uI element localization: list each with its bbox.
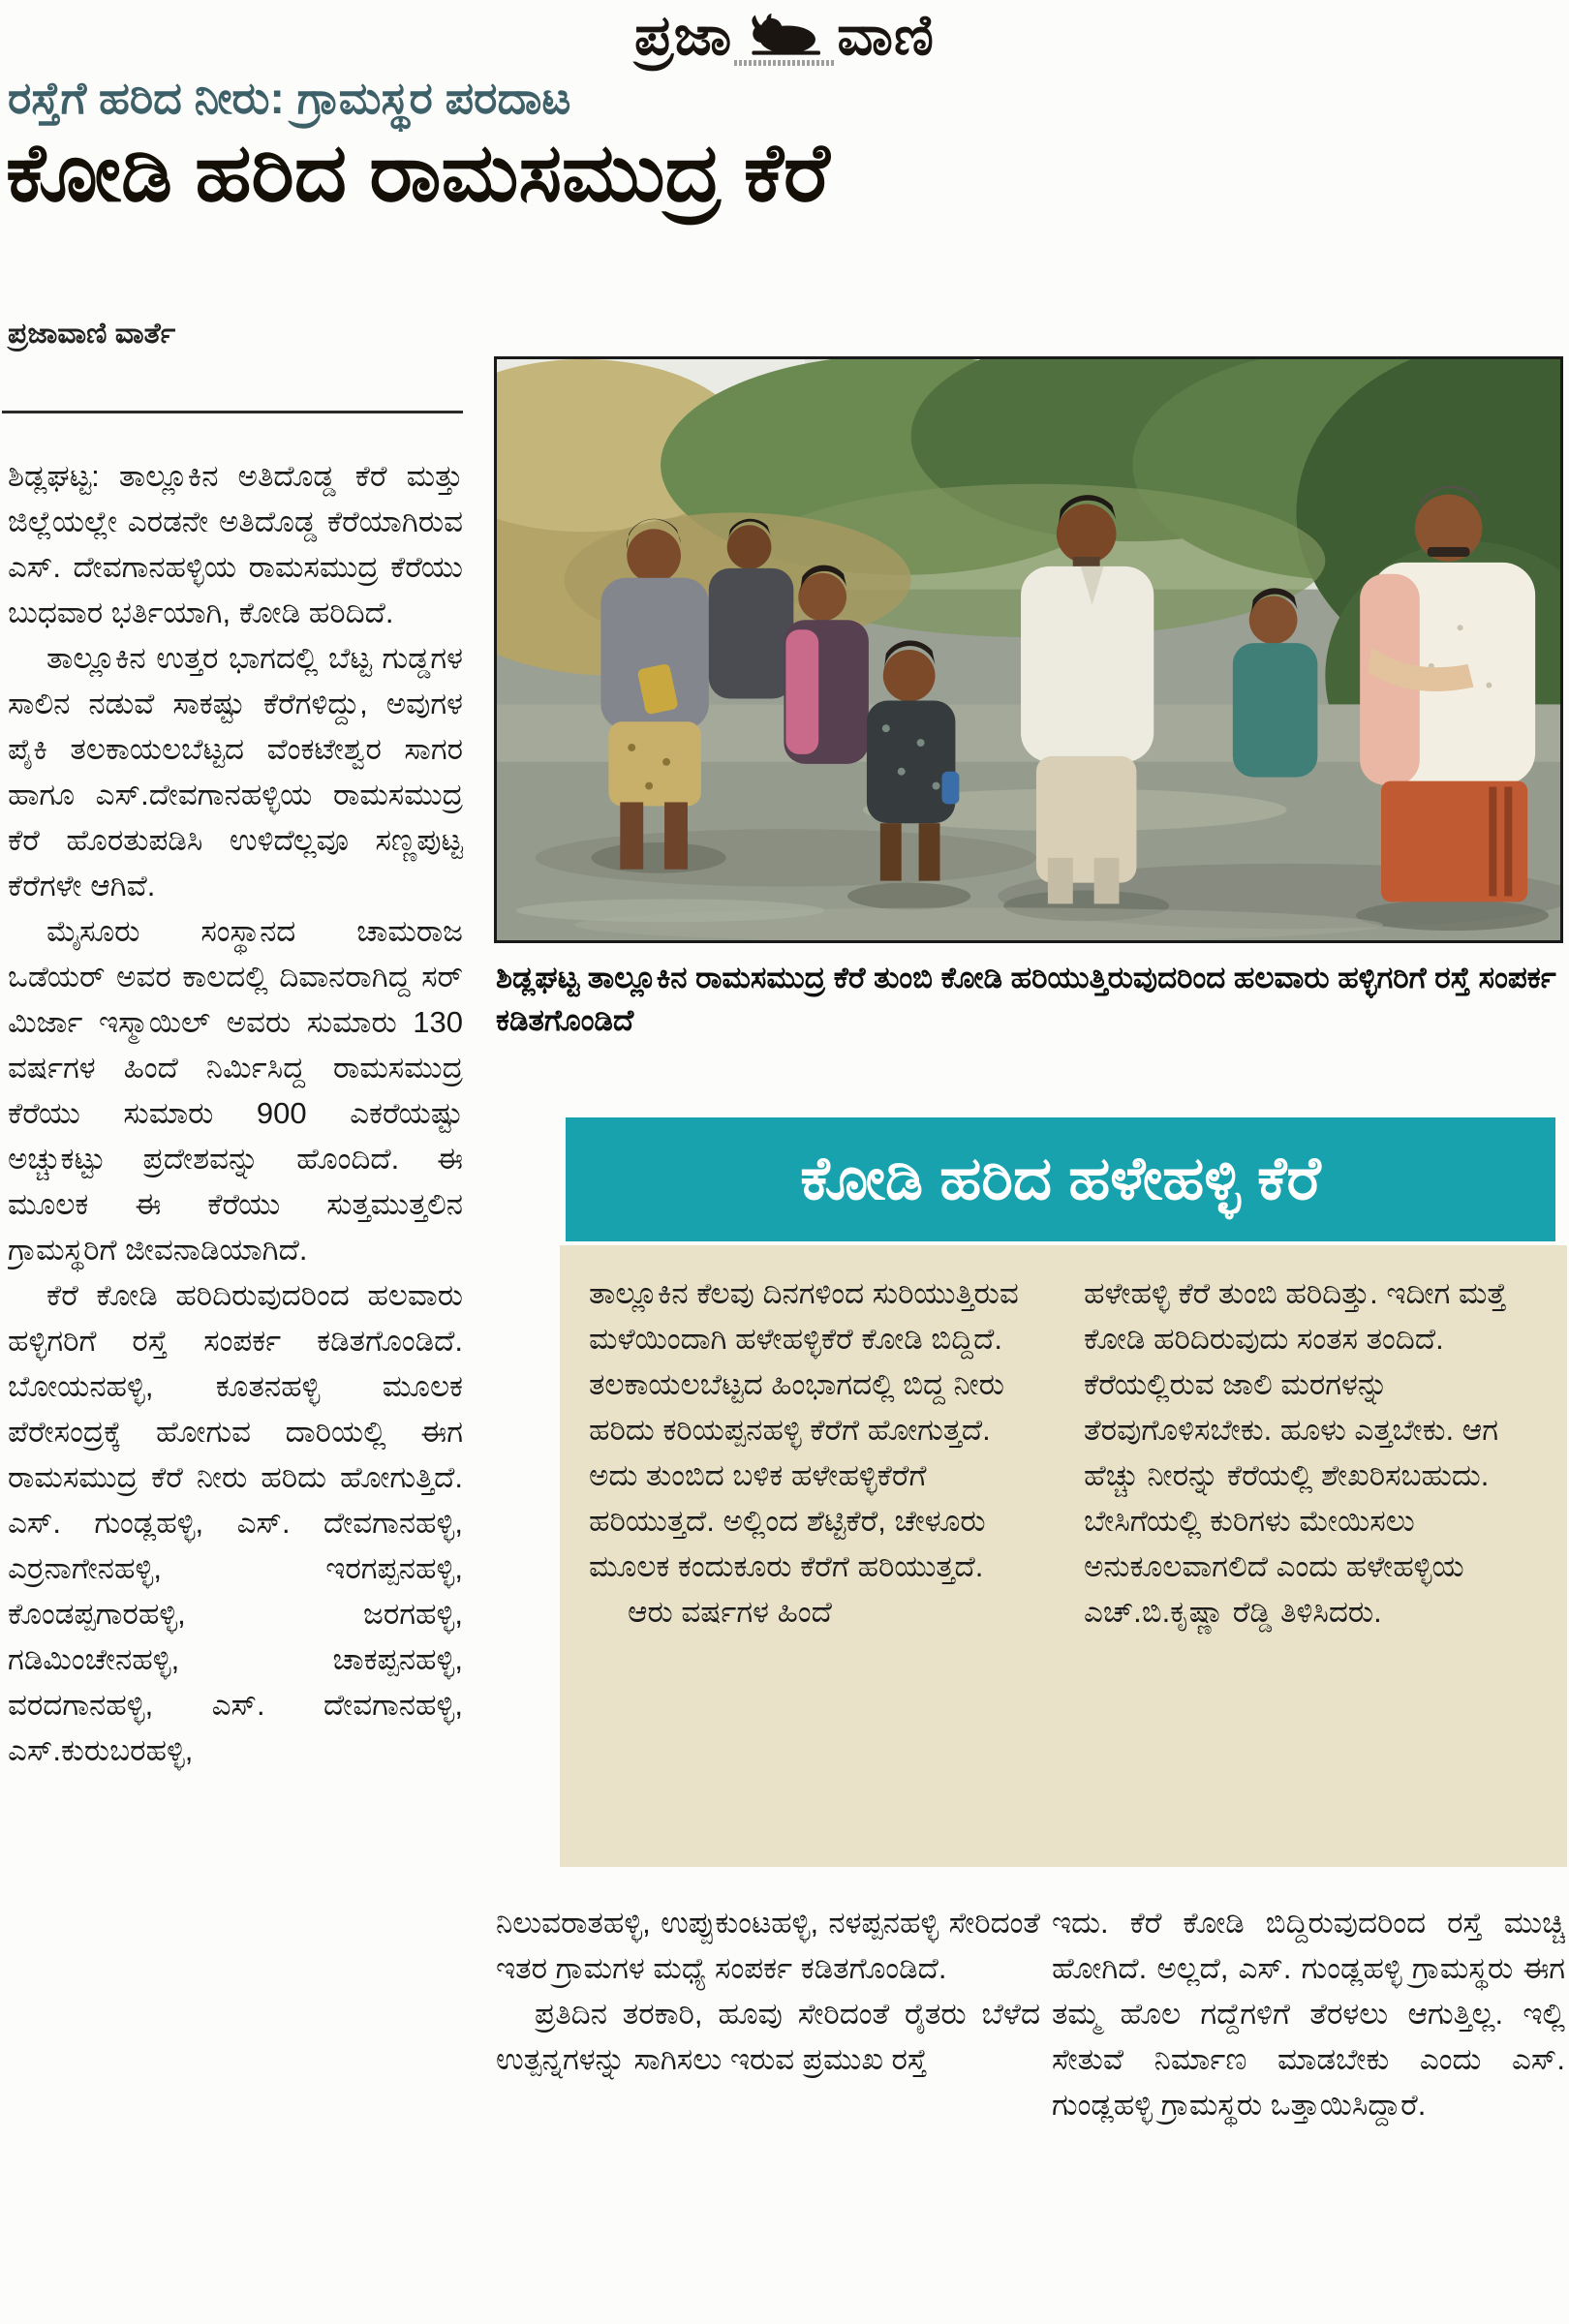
masthead-tagline (734, 60, 835, 66)
masthead-logo-left: ಪ್ರಜಾ (634, 4, 733, 67)
photo-caption: ಶಿಡ್ಲಘಟ್ಟ ತಾಲ್ಲೂಕಿನ ರಾಮಸಮುದ್ರ ಕೆರೆ ತುಂಬಿ ಕೋಡಿ ಹರಿಯುತ್ತಿರುವುದರಿಂದ ಹಲವಾರು ಹಳ್ಳಿಗರಿಗೆ ರಸ್ತೆ ಸಂಪರ್ಕ ಕಡಿತಗೊಂಡಿದೆ (496, 961, 1556, 1037)
paragraph: ಇದು. ಕೆರೆ ಕೋಡಿ ಬಿದ್ದಿರುವುದರಿಂದ ರಸ್ತೆ ಮುಚ್ಚಿ ಹೋಗಿದೆ. ಅಲ್ಲದೆ, ಎಸ್. ಗುಂಡ್ಲಹಳ್ಳಿ ಗ್ರಾಮಸ್ಥರು ಈಗ ತಮ್ಮ ಹೊಲ ಗದ್ದೆಗಳಿಗೆ ತೆರಳಲು ಆಗುತ್ತಿಲ್ಲ. ಇಲ್ಲಿ ಸೇತುವೆ ನಿರ್ಮಾಣ ಮಾಡಬೇಕು ಎಂದು ಎಸ್. ಗುಂಡ್ಲಹಳ್ಳಿ ಗ್ರಾಮಸ್ಥರು ಒತ್ತಾಯಿಸಿದ್ದಾರೆ. (1052, 1906, 1565, 2122)
byline: ಪ್ರಜಾವಾಣಿ ವಾರ್ತೆ (8, 318, 176, 350)
paragraph: ತಾಲ್ಲೂಕಿನ ಉತ್ತರ ಭಾಗದಲ್ಲಿ ಬೆಟ್ಟ ಗುಡ್ಡಗಳ ಸಾಲಿನ ನಡುವೆ ಸಾಕಷ್ಟು ಕೆರೆಗಳಿದ್ದು, ಅವುಗಳ ಪೈಕಿ ತಲಕಾಯಲಬೆಟ್ಟದ ವೆಂಕಟೇಶ್ವರ ಸಾಗರ ಹಾಗೂ ಎಸ್.ದೇವಗಾನಹಳ್ಳಿಯ ರಾಮಸಮುದ್ರ ಕೆರೆ ಹೊರತುಪಡಿಸಿ ಉಳಿದೆಲ್ಲವೂ ಸಣ್ಣಪುಟ್ಟ ಕೆರೆಗಳೇ ಆಗಿವೆ. (8, 641, 463, 902)
paragraph: ಪ್ರತಿದಿನ ತರಕಾರಿ, ಹೂವು ಸೇರಿದಂತೆ ರೈತರು ಬೆಳೆದ ಉತ್ಪನ್ನಗಳನ್ನು ಸಾಗಿಸಲು ಇರುವ ಪ್ರಮುಖ ರಸ್ತೆ (496, 1997, 1040, 2076)
paragraph: ತಾಲ್ಲೂಕಿನ ಕೆಲವು ದಿನಗಳಿಂದ ಸುರಿಯುತ್ತಿರುವ ಮಳೆಯಿಂದಾಗಿ ಹಳೇಹಳ್ಳಿಕೆರೆ ಕೋಡಿ ಬಿದ್ದಿದೆ. ತಲಕಾಯಲಬೆಟ್ಟದ ಹಿಂಭಾಗದಲ್ಲಿ ಬಿದ್ದ ನೀರು ಹರಿದು ಕರಿಯಪ್ಪನಹಳ್ಳಿ ಕೆರೆಗೆ ಹೋಗುತ್ತದೆ. ಅದು ತುಂಬಿದ ಬಳಿಕ ಹಳೇಹಳ್ಳಿಕೆರೆಗೆ ಹರಿಯುತ್ತದೆ. ಅಲ್ಲಿಂದ ಶೆಟ್ಟಿಕೆರೆ, ಚೇಳೂರು ಮೂಲಕ ಕಂದುಕೂರು ಕೆರೆಗೆ ಹರಿಯುತ್ತದೆ. (589, 1276, 1019, 1583)
highlight-box-column-left (589, 1270, 1043, 1842)
paragraph: ಶಿಡ್ಲಘಟ್ಟ: ತಾಲ್ಲೂಕಿನ ಅತಿದೊಡ್ಡ ಕೆರೆ ಮತ್ತು ಜಿಲ್ಲೆಯಲ್ಲೇ ಎರಡನೇ ಅತಿದೊಡ್ಡ ಕೆರೆಯಾಗಿರುವ ಎಸ್. ದೇವಗಾನಹಳ್ಳಿಯ ರಾಮಸಮುದ್ರ ಕೆರೆಯು ಬುಧವಾರ ಭರ್ತಿಯಾಗಿ, ಕೋಡಿ ಹರಿದಿದೆ. (8, 459, 463, 629)
article-column-1 (8, 453, 463, 2264)
highlight-box-column-right (1084, 1270, 1538, 1842)
masthead-logo-right: ವಾಣಿ (837, 4, 935, 67)
main-headline: ಕೋಡಿ ಹರಿದ ರಾಮಸಮುದ್ರ ಕೆರೆ (6, 128, 830, 218)
highlight-box-title: ಕೋಡಿ ಹರಿದ ಹಳೇಹಳ್ಳಿ ಕೆರೆ (566, 1117, 1555, 1241)
nandi-emblem-icon (738, 7, 831, 66)
highlight-box (560, 1245, 1567, 1867)
article-column-3 (1052, 1900, 1565, 2310)
paragraph: ಹಳೇಹಳ್ಳಿ ಕೆರೆ ತುಂಬಿ ಹರಿದಿತ್ತು. ಇದೀಗ ಮತ್ತೆ ಕೋಡಿ ಹರಿದಿರುವುದು ಸಂತಸ ತಂದಿದೆ. ಕೆರೆಯಲ್ಲಿರುವ ಜಾಲಿ ಮರಗಳನ್ನು ತೆರವುಗೊಳಿಸಬೇಕು. ಹೂಳು ಎತ್ತಬೇಕು. ಆಗ ಹೆಚ್ಚು ನೀರನ್ನು ಕೆರೆಯಲ್ಲಿ ಶೇಖರಿಸಬಹುದು. ಬೇಸಿಗೆಯಲ್ಲಿ ಕುರಿಗಳು ಮೇಯಿಸಲು ಅನುಕೂಲವಾಗಲಿದೆ ಎಂದು ಹಳೇಹಳ್ಳಿಯ ಎಚ್.ಬಿ.ಕೃಷ್ಣಾ ರೆಡ್ಡಿ ತಿಳಿಸಿದರು. (1084, 1276, 1507, 1629)
paragraph: ಕೆರೆ ಕೋಡಿ ಹರಿದಿರುವುದರಿಂದ ಹಲವಾರು ಹಳ್ಳಿಗರಿಗೆ ರಸ್ತೆ ಸಂಪರ್ಕ ಕಡಿತಗೊಂಡಿದೆ. ಬೋಯನಹಳ್ಳಿ, ಕೂತನಹಳ್ಳಿ ಮೂಲಕ ಪೆರೇಸಂದ್ರಕ್ಕೆ ಹೋಗುವ ದಾರಿಯಲ್ಲಿ ಈಗ ರಾಮಸಮುದ್ರ ಕೆರೆ ನೀರು ಹರಿದು ಹೋಗುತ್ತಿದೆ. ಎಸ್. ಗುಂಡ್ಲಹಳ್ಳಿ, ಎಸ್. ದೇವಗಾನಹಳ್ಳಿ, ಎರ್ರನಾಗೇನಹಳ್ಳಿ, ಇರಗಪ್ಪನಹಳ್ಳಿ, ಕೊಂಡಪ್ಪಗಾರಹಳ್ಳಿ, ಜರಗಹಳ್ಳಿ, ಗಡಿಮಿಂಚೇನಹಳ್ಳಿ, ಚಾಕಪ್ಪನಹಳ್ಳಿ, ವರದಗಾನಹಳ್ಳಿ, ಎಸ್. ದೇವಗಾನಹಳ್ಳಿ, ಎಸ್.ಕುರುಬರಹಳ್ಳಿ, (8, 1278, 463, 1767)
news-photo (494, 356, 1563, 943)
paragraph: ನಿಲುವರಾತಹಳ್ಳಿ, ಉಪ್ಪುಕುಂಟಹಳ್ಳಿ, ನಳಪ್ಪನಹಳ್ಳಿ ಸೇರಿದಂತೆ ಇತರ ಗ್ರಾಮಗಳ ಮಧ್ಯೆ ಸಂಪರ್ಕ ಕಡಿತಗೊಂಡಿದೆ. (496, 1906, 1040, 1985)
paragraph: ಆರು ವರ್ಷಗಳ ಹಿಂದೆ (628, 1595, 832, 1629)
masthead (0, 4, 1569, 68)
person-girl-teal (1233, 588, 1318, 777)
byline-divider (2, 411, 463, 413)
flood-photo-illustration (497, 359, 1560, 940)
kicker-subheadline: ರಸ್ತೆಗೆ ಹರಿದ ನೀರು: ಗ್ರಾಮಸ್ಥರ ಪರದಾಟ (8, 73, 571, 123)
article-column-2 (496, 1900, 1040, 2310)
paragraph: ಮೈಸೂರು ಸಂಸ್ಥಾನದ ಚಾಮರಾಜ ಒಡೆಯರ್ ಅವರ ಕಾಲದಲ್ಲಿ ದಿವಾನರಾಗಿದ್ದ ಸರ್ ಮಿರ್ಜಾ ಇಸ್ಮಾಯಿಲ್ ಅವರು ಸುಮಾರು 130 ವರ್ಷಗಳ ಹಿಂದೆ ನಿರ್ಮಿಸಿದ್ದ ರಾಮಸಮುದ್ರ ಕೆರೆಯು ಸುಮಾರು 900 ಎಕರೆಯಷ್ಟು ಅಚ್ಚುಕಟ್ಟು ಪ್ರದೇಶವನ್ನು ಹೊಂದಿದೆ. ಈ ಮೂಲಕ ಈ ಕೆರೆಯು ಸುತ್ತಮುತ್ತಲಿನ ಗ್ರಾಮಸ್ಥರಿಗೆ ಜೀವನಾಡಿಯಾಗಿದೆ. (8, 914, 463, 1267)
